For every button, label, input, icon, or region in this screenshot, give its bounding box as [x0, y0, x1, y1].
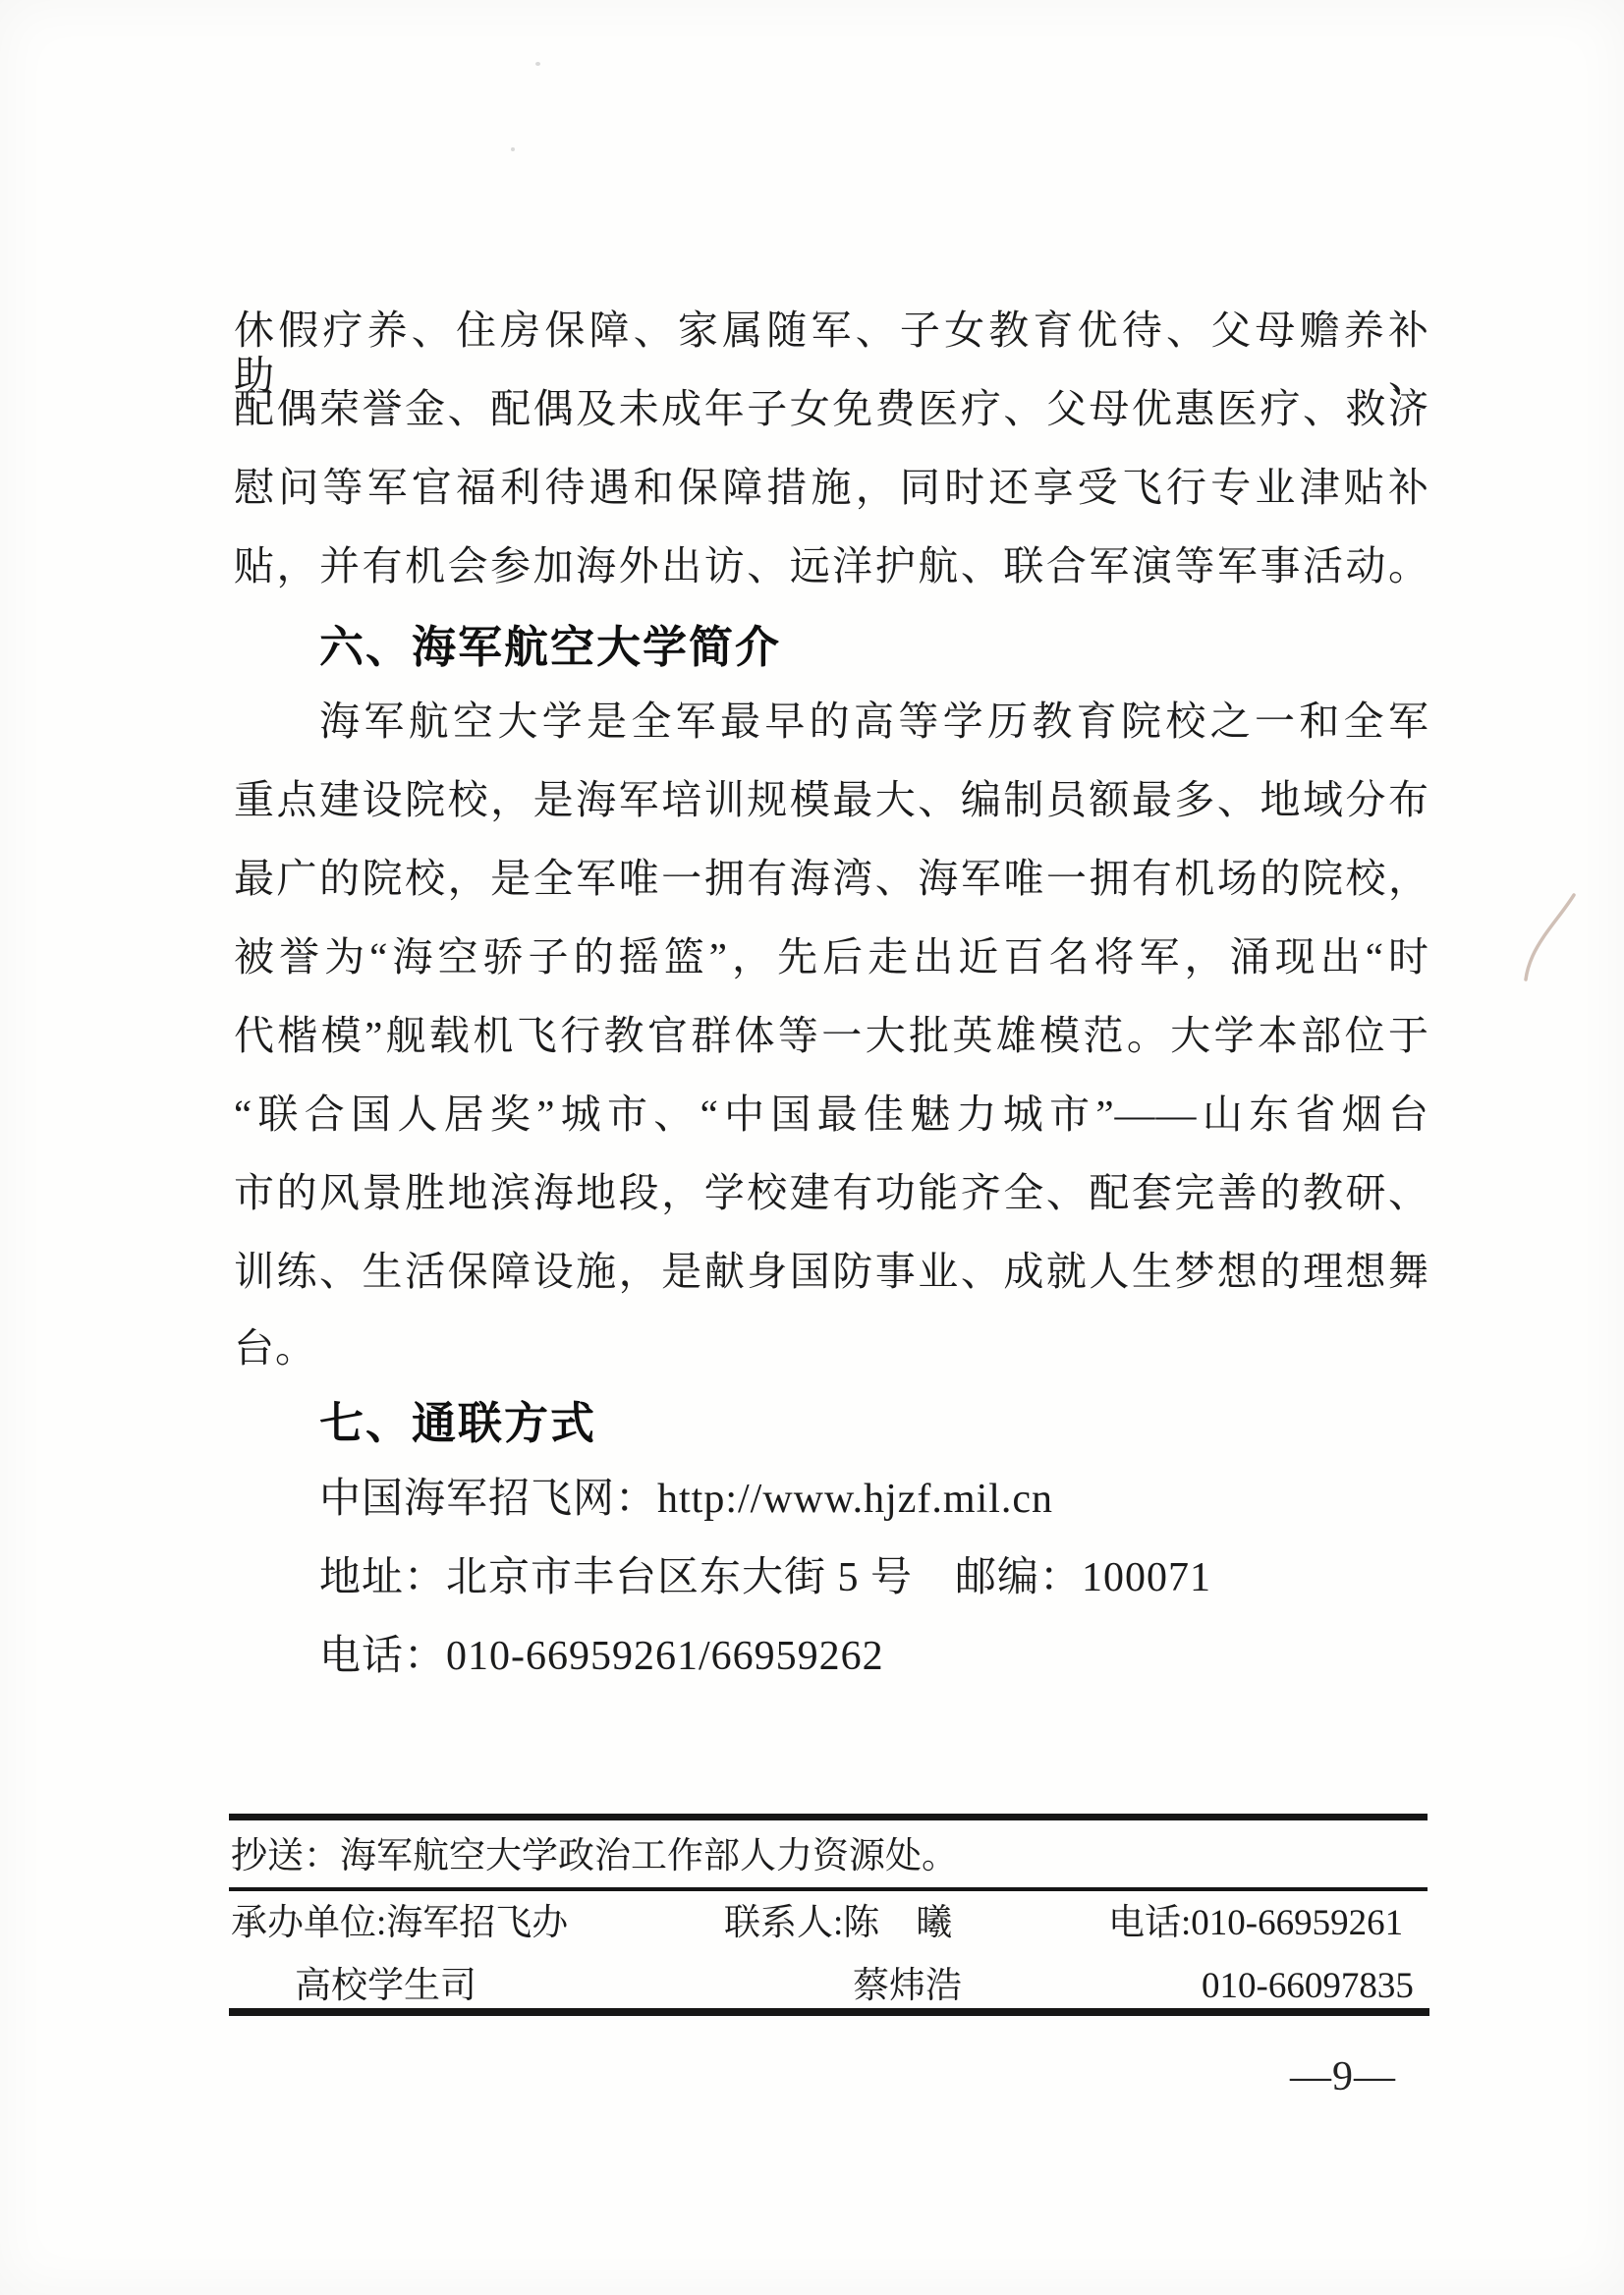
body-line: 市的风景胜地滨海地段，学校建有功能齐全、配套完善的教研、	[234, 1170, 1429, 1215]
contact-person: 联系人:陈 曦	[724, 1903, 953, 1943]
cc-line: 抄送：海军航空大学政治工作部人力资源处。	[231, 1836, 958, 1876]
section-heading-seven: 七、通联方式	[319, 1397, 597, 1449]
section-heading-six: 六、海军航空大学简介	[319, 621, 782, 673]
page-number: —9—	[1290, 2054, 1396, 2099]
body-line: 代楷模”舰载机飞行教官群体等一大批英雄模范。大学本部位于	[234, 1013, 1429, 1058]
website-line: 中国海军招飞网：http://www.hjzf.mil.cn	[319, 1477, 1054, 1522]
body-line: 训练、生活保障设施，是献身国防事业、成就人生梦想的理想舞	[234, 1249, 1429, 1294]
body-line: 台。	[234, 1325, 316, 1371]
body-line: 休假疗养、住房保障、家属随军、子女教育优待、父母赡养补助、	[234, 308, 1429, 398]
body-line: 被誉为“海空骄子的摇篮”，先后走出近百名将军，涌现出“时	[234, 934, 1429, 980]
body-line: 海军航空大学是全军最早的高等学历教育院校之一和全军	[319, 699, 1429, 744]
scan-speck	[535, 62, 540, 66]
footer-rule-bottom	[229, 2008, 1429, 2016]
phone-line: 电话：010-66959261/66959262	[319, 1634, 884, 1679]
body-line: 贴，并有机会参加海外出访、远洋护航、联合军演等军事活动。	[234, 543, 1429, 588]
body-line: 配偶荣誉金、配偶及未成年子女免费医疗、父母优惠医疗、救济	[234, 386, 1429, 431]
body-line: 重点建设院校，是海军培训规模最大、编制员额最多、地域分布	[234, 777, 1429, 822]
body-line: “联合国人居奖”城市、“中国最佳魅力城市”——山东省烟台	[234, 1092, 1429, 1137]
contact-phone: 电话:010-66959261	[1108, 1903, 1404, 1943]
address-line: 地址：北京市丰台区东大街 5 号 邮编：100071	[319, 1555, 1212, 1600]
body-line: 最广的院校，是全军唯一拥有海湾、海军唯一拥有机场的院校，	[234, 856, 1429, 901]
scan-speck	[511, 147, 515, 151]
footer-row	[0, 1904, 1624, 1953]
organizer-label: 承办单位:海军招飞办	[231, 1903, 569, 1943]
organizer-label: 高校学生司	[295, 1966, 476, 2006]
footer-rule-middle	[229, 1887, 1428, 1891]
contact-person: 蔡炜浩	[853, 1966, 962, 2006]
scan-artifact-mark	[1511, 887, 1590, 985]
body-line: 慰问等军官福利待遇和保障措施，同时还享受飞行专业津贴补	[234, 465, 1429, 510]
footer-rule-top	[229, 1814, 1428, 1820]
contact-phone: 010-66097835	[1202, 1966, 1414, 2006]
